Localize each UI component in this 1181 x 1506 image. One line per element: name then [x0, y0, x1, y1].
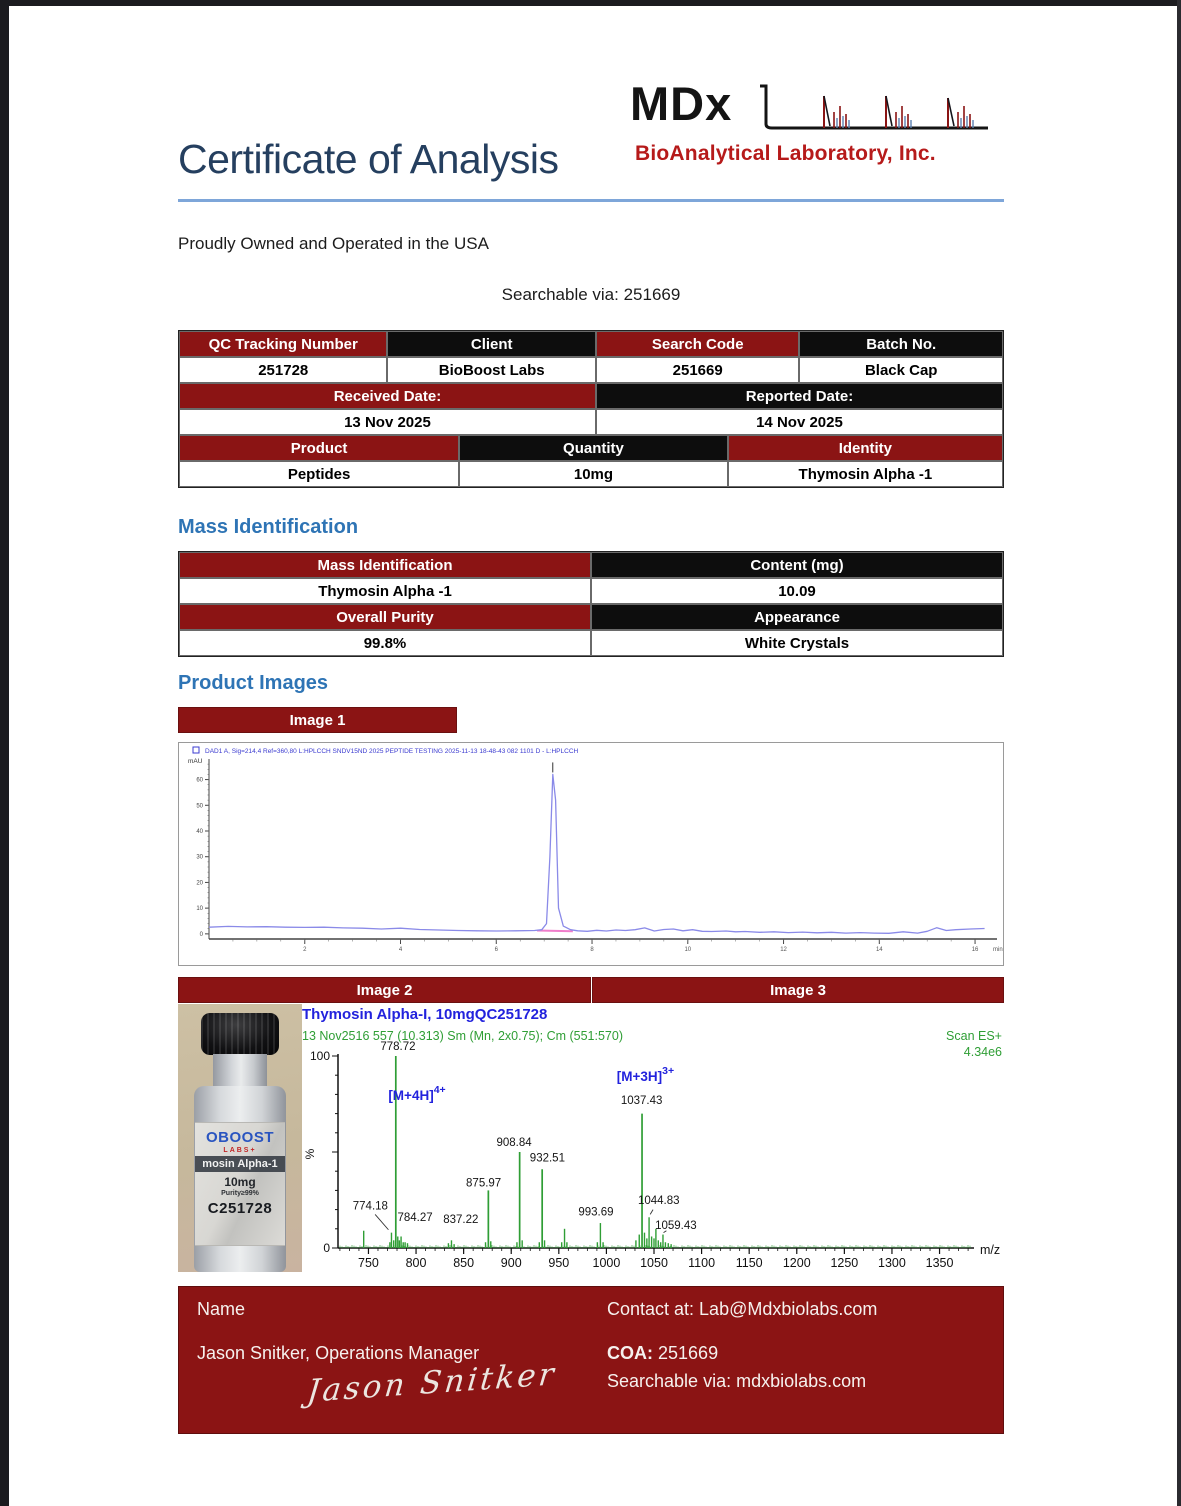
svg-text:1250: 1250 [830, 1256, 859, 1270]
mass-id-value: Thymosin Alpha -1 [179, 578, 591, 604]
vial-neck [213, 1054, 267, 1088]
footer-name-label: Name [197, 1299, 246, 1319]
page-edge-left [0, 0, 9, 1506]
appearance-header: Appearance [591, 604, 1003, 630]
svg-text:20: 20 [196, 880, 203, 887]
client-header: Client [387, 331, 595, 357]
product-header: Product [179, 435, 459, 461]
overall-purity-header: Overall Purity [179, 604, 591, 630]
svg-text:0: 0 [199, 931, 203, 938]
table-row [179, 435, 1003, 461]
page-edge-top [0, 0, 1181, 6]
svg-text:1044.83: 1044.83 [637, 1194, 680, 1207]
table-row [179, 383, 1003, 409]
svg-text:993.69: 993.69 [578, 1206, 614, 1219]
reported-date-value: 14 Nov 2025 [596, 409, 1003, 435]
svg-text:10: 10 [196, 906, 203, 913]
svg-text:%: % [303, 1148, 317, 1160]
chromatogram-logo-icon [758, 82, 990, 136]
svg-text:1000: 1000 [592, 1256, 621, 1270]
svg-text:12: 12 [780, 947, 787, 953]
svg-text:1037.43: 1037.43 [620, 1095, 663, 1107]
svg-text:850: 850 [453, 1256, 475, 1270]
footer-contact: Contact at: Lab@Mdxbiolabs.com [607, 1299, 878, 1319]
svg-text:1200: 1200 [782, 1256, 811, 1270]
reported-date-header: Reported Date: [596, 383, 1003, 409]
batch-no-header: Batch No. [799, 331, 1003, 357]
table-row [179, 578, 1003, 604]
svg-text:950: 950 [548, 1256, 570, 1270]
page-edge-right [1177, 0, 1181, 1506]
svg-text:784.27: 784.27 [397, 1212, 433, 1225]
sample-info-table [178, 330, 1004, 488]
table-row [179, 630, 1003, 656]
coa-value: 251669 [658, 1343, 719, 1363]
mass-spectrum-chart [302, 1004, 1004, 1285]
svg-text:1059.43: 1059.43 [655, 1219, 697, 1232]
mdx-logo-text: MDx [630, 77, 733, 130]
search-code-header: Search Code [596, 331, 800, 357]
svg-text:[M+3H]3+: $[M+3H]^{3+}$ [616, 1064, 675, 1084]
mass-spectrum-image [302, 1004, 1004, 1285]
received-date-value: 13 Nov 2025 [179, 409, 596, 435]
hplc-chromatogram-image [178, 742, 1004, 966]
svg-text:774.18: 774.18 [352, 1200, 388, 1213]
vial-product-text: mosin Alpha-1 [195, 1156, 285, 1172]
svg-text:837.22: 837.22 [443, 1214, 479, 1227]
svg-text:4: 4 [398, 947, 403, 953]
batch-no-value: Black Cap [799, 357, 1003, 383]
table-row [179, 461, 1003, 487]
searchable-line: Searchable via: 251669 [501, 285, 681, 304]
svg-text:30: 30 [196, 854, 203, 861]
svg-text:2: 2 [303, 947, 307, 953]
tagline: Proudly Owned and Operated in the USA [178, 234, 489, 253]
table-row [179, 604, 1003, 630]
vial-brand-text: OBOOST [205, 1129, 274, 1146]
svg-text:778.72: 778.72 [380, 1041, 416, 1054]
svg-text:875.97: 875.97 [466, 1177, 502, 1190]
image2-banner: Image 2 [178, 977, 591, 1003]
mass-id-header: Mass Identification [179, 552, 591, 578]
image1-banner: Image 1 [178, 707, 457, 733]
footer-name-value: Jason Snitker, Operations Manager [197, 1343, 480, 1363]
qc-tracking-value: 251728 [179, 357, 387, 383]
svg-text:4.34e6: 4.34e6 [963, 1045, 1002, 1059]
svg-text:mAU: mAU [188, 758, 203, 765]
svg-text:min: min [993, 947, 1003, 953]
table-row [179, 357, 1003, 383]
vial-purity-text: Purity≥99% [221, 1190, 259, 1197]
identity-value: Thymosin Alpha -1 [728, 461, 1003, 487]
svg-text:40: 40 [196, 829, 203, 835]
image3-banner: Image 3 [592, 977, 1004, 1003]
footer-searchable: Searchable via: mdxbiolabs.com [607, 1371, 867, 1391]
mass-identification-heading: Mass Identification [178, 516, 359, 538]
qc-tracking-header: QC Tracking Number [179, 331, 387, 357]
content-mg-header: Content (mg) [591, 552, 1003, 578]
svg-text:750: 750 [358, 1256, 379, 1270]
identity-header: Identity [728, 435, 1003, 461]
hplc-chromatogram-chart [179, 743, 1003, 965]
svg-text:932.51: 932.51 [529, 1152, 565, 1165]
svg-text:Scan ES+: Scan ES+ [946, 1029, 1002, 1043]
client-value: BioBoost Labs [387, 357, 595, 383]
product-value: Peptides [179, 461, 459, 487]
svg-text:1150: 1150 [735, 1256, 763, 1270]
table-row [179, 552, 1003, 578]
svg-text:8: 8 [590, 947, 594, 953]
svg-text:60: 60 [196, 777, 203, 784]
title-divider [178, 199, 1004, 202]
content-mg-value: 10.09 [591, 578, 1003, 604]
svg-text:14: 14 [875, 947, 883, 953]
svg-text:1100: 1100 [688, 1256, 716, 1270]
vial-qc-text: C251728 [207, 1200, 273, 1217]
svg-text:DAD1 A, Sig=214,4 Ref=360,80 L: DAD1 A, Sig=214,4 Ref=360,80 L:HPLCCH SNDV15ND 2025 PEPTIDE TESTING 2025-11-13 18-48-43 082 1101 D - L:HPLCCH [205, 748, 579, 755]
quantity-value: 10mg [459, 461, 728, 487]
vial-body [194, 1086, 286, 1272]
page-title: Certificate of Analysis [178, 136, 559, 182]
svg-text:1300: 1300 [878, 1256, 906, 1270]
svg-text:800: 800 [405, 1256, 427, 1270]
footer-panel [178, 1286, 1004, 1434]
svg-text:908.84: 908.84 [496, 1137, 532, 1150]
svg-text:16: 16 [971, 947, 979, 953]
svg-text:m/z: m/z [980, 1243, 1001, 1257]
svg-text:0: 0 [323, 1241, 330, 1255]
product-images-heading: Product Images [178, 672, 329, 694]
brand-subtitle: BioAnalytical Laboratory, Inc. [635, 142, 936, 165]
svg-text:1050: 1050 [640, 1256, 668, 1270]
mass-identification-table [178, 551, 1004, 657]
vial-labs-text: LABS+ [223, 1147, 257, 1154]
svg-text:900: 900 [500, 1256, 522, 1270]
vial-mg-text: 10mg [224, 1175, 256, 1189]
vial-label [195, 1122, 285, 1246]
svg-text:Thymosin Alpha-I, 10mgQC251728: Thymosin Alpha-I, 10mgQC251728 [302, 1006, 548, 1023]
svg-text:100: 100 [309, 1049, 330, 1063]
svg-text:13 Nov2516 557 (10.313) Sm (M: 13 Nov2516 557 (10.313) Sm (Mn, 2x0.75); Cm (551:570) [302, 1029, 624, 1043]
vial-photo [178, 1004, 302, 1272]
search-code-value: 251669 [596, 357, 800, 383]
appearance-value: White Crystals [591, 630, 1003, 656]
svg-text:[M+4H]4+: $[M+4H]^{4+}$ [388, 1084, 446, 1104]
svg-text:6: 6 [494, 947, 498, 953]
coa-label: COA: [607, 1343, 653, 1363]
vial-cap [201, 1013, 279, 1055]
svg-text:1350: 1350 [925, 1256, 954, 1270]
footer-coa [607, 1343, 718, 1364]
received-date-header: Received Date: [179, 383, 596, 409]
quantity-header: Quantity [459, 435, 728, 461]
svg-text:50: 50 [196, 803, 203, 810]
svg-text:10: 10 [684, 947, 692, 953]
table-row [179, 331, 1003, 357]
table-row [179, 409, 1003, 435]
signature: Jason Snitker [305, 1356, 559, 1410]
overall-purity-value: 99.8% [179, 630, 591, 656]
